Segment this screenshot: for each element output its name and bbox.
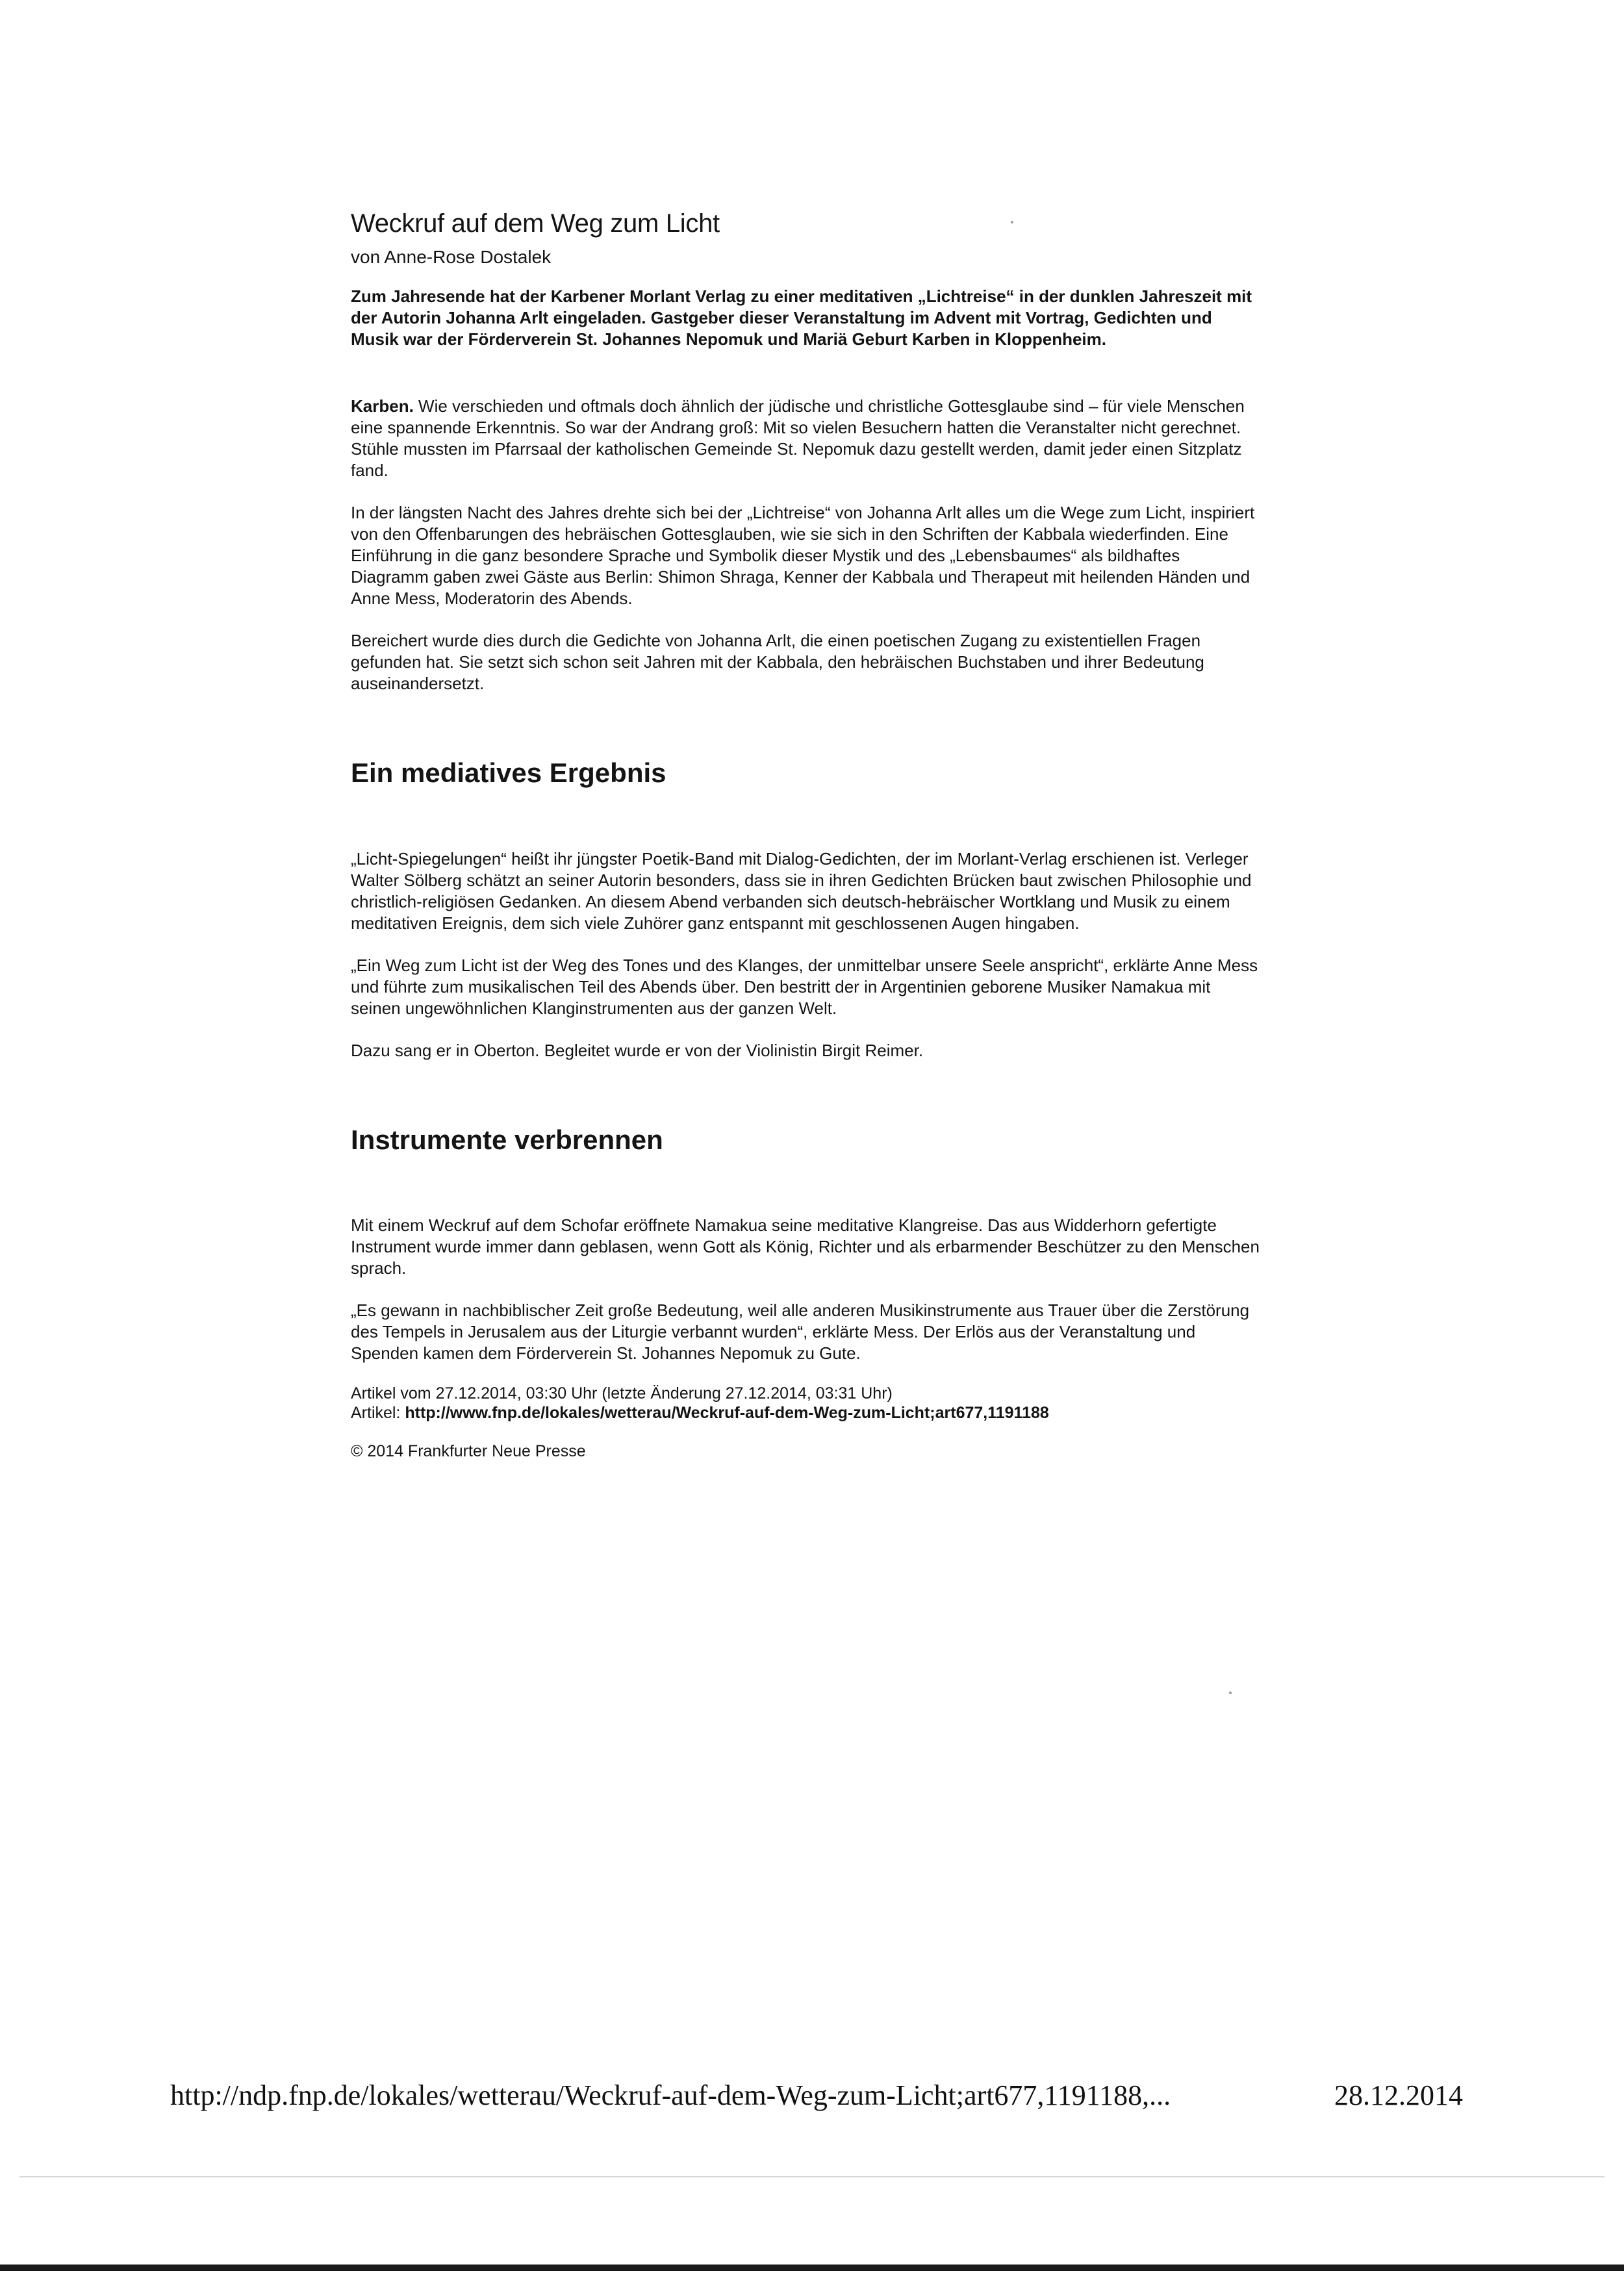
article-paragraph-5: „Ein Weg zum Licht ist der Weg des Tones und des Klanges, der unmittelbar unsere Seele anspricht“, erklärte Anne Mess und führte zum musikalischen Teil des Abends über. Den bestritt der in Argentinien geborene Musiker Namakua mit seinen ungewöhnlichen Klanginstrumenten aus der ganzen Welt. <box>351 955 1258 1018</box>
article-link-line <box>351 1403 1260 1423</box>
article-date: Artikel vom 27.12.2014, 03:30 Uhr (letzte Änderung 27.12.2014, 03:31 Uhr) <box>351 1384 893 1403</box>
article-lead: Zum Jahresende hat der Karbener Morlant Verlag zu einer meditativen „Lichtreise“ in der dunklen Jahreszeit mit der Autorin Johanna Arlt eingeladen. Gastgeber dieser Veranstaltung im Advent mit Vortrag, Gedichten und Musik war der Förderverein St. Johannes Nepomuk und Mariä Geburt Karben in Kloppenheim. <box>351 286 1252 349</box>
scan-edge <box>0 2265 1624 2271</box>
paragraph-1-text: Wie verschieden und oftmals doch ähnlich der jüdische und christliche Gottesglaube sind – für viele Menschen eine spannende Erkenntnis. So war der Andrang groß: Mit so vielen Besuchern hatten die Veranstalter nicht gerechnet. Stühle mussten im Pfarrsaal der katholischen Gemeinde St. Nepomuk dazu gestellt werden, damit jeder einen Sitzplatz fand. <box>351 396 1245 481</box>
article-paragraph-3: Bereichert wurde dies durch die Gedichte von Johanna Arlt, die einen poetischen Zugang zu existentiellen Fragen gefunden hat. Sie setzt sich schon seit Jahren mit der Kabbala, den hebräischen Buchstaben und ihrer Bedeutung auseinandersetzt. <box>351 631 1204 694</box>
article-paragraph-4: „Licht-Spiegelungen“ heißt ihr jüngster Poetik-Band mit Dialog-Gedichten, der im Morlant-Verlag erschienen ist. Verleger Walter Sölberg schätzt an seiner Autorin besonders, dass sie in ihren Gedichten Brücken baut zwischen Philosophie und christlich-religiösen Gedanken. An diesem Abend verbanden sich deutsch-hebräischer Wortklang und Musik zu einem meditativen Ereignis, dem sich viele Zuhörer ganz entspannt mit geschlossenen Augen hingaben. <box>351 848 1252 933</box>
scan-speck <box>1011 221 1013 223</box>
article-paragraph-6: Dazu sang er in Oberton. Begleitet wurde er von der Violinistin Birgit Reimer. <box>351 1040 924 1060</box>
article-paragraph-1 <box>351 396 1260 481</box>
article <box>351 208 1260 1461</box>
article-byline: von Anne-Rose Dostalek <box>351 247 552 267</box>
article-link[interactable]: http://www.fnp.de/lokales/wetterau/Weckruf-auf-dem-Weg-zum-Licht;art677,1191188 <box>405 1404 1049 1423</box>
article-title: Weckruf auf dem Weg zum Licht <box>351 209 720 238</box>
print-footer <box>170 2079 1463 2112</box>
footer-date: 28.12.2014 <box>1334 2079 1463 2111</box>
copyright-notice: © 2014 Frankfurter Neue Presse <box>351 1442 586 1461</box>
article-link-label: Artikel: <box>351 1404 405 1423</box>
footer-url: http://ndp.fnp.de/lokales/wetterau/Weckruf-auf-dem-Weg-zum-Licht;art677,1191188,... <box>170 2079 1171 2111</box>
scan-artifact-line <box>19 2176 1605 2177</box>
dateline: Karben. <box>351 396 414 416</box>
subheading-1: Ein mediatives Ergebnis <box>351 757 666 789</box>
scan-speck <box>1229 1692 1232 1694</box>
article-paragraph-8: „Es gewann in nachbiblischer Zeit große Bedeutung, weil alle anderen Musikinstrumente aus Trauer über die Zerstörung des Tempels in Jerusalem aus der Liturgie verbannt wurden“, erklärte Mess. Der Erlös aus der Veranstaltung und Spenden kamen dem Förderverein St. Johannes Nepomuk zu Gute. <box>351 1300 1250 1364</box>
article-paragraph-7: Mit einem Weckruf auf dem Schofar eröffnete Namakua seine meditative Klangreise. Das aus Widderhorn gefertigte Instrument wurde immer dann geblasen, wenn Gott als König, Richter und als erbarmender Beschützer zu den Menschen sprach. <box>351 1215 1260 1278</box>
article-meta <box>351 1384 1260 1423</box>
article-paragraph-2: In der längsten Nacht des Jahres drehte sich bei der „Lichtreise“ von Johanna Arlt alles um die Wege zum Licht, inspiriert von den Offenbarungen des hebräischen Gottesglauben, wie sie sich in den Schriften der Kabbala wiederfinden. Eine Einführung in die ganz besondere Sprache und Symbolik dieser Mystik und des „Lebensbaumes“ als bildhaftes Diagramm gaben zwei Gäste aus Berlin: Shimon Shraga, Kenner der Kabbala und Therapeut mit heilenden Händen und Anne Mess, Moderatorin des Abends. <box>351 503 1255 609</box>
subheading-2: Instrumente verbrennen <box>351 1124 663 1155</box>
